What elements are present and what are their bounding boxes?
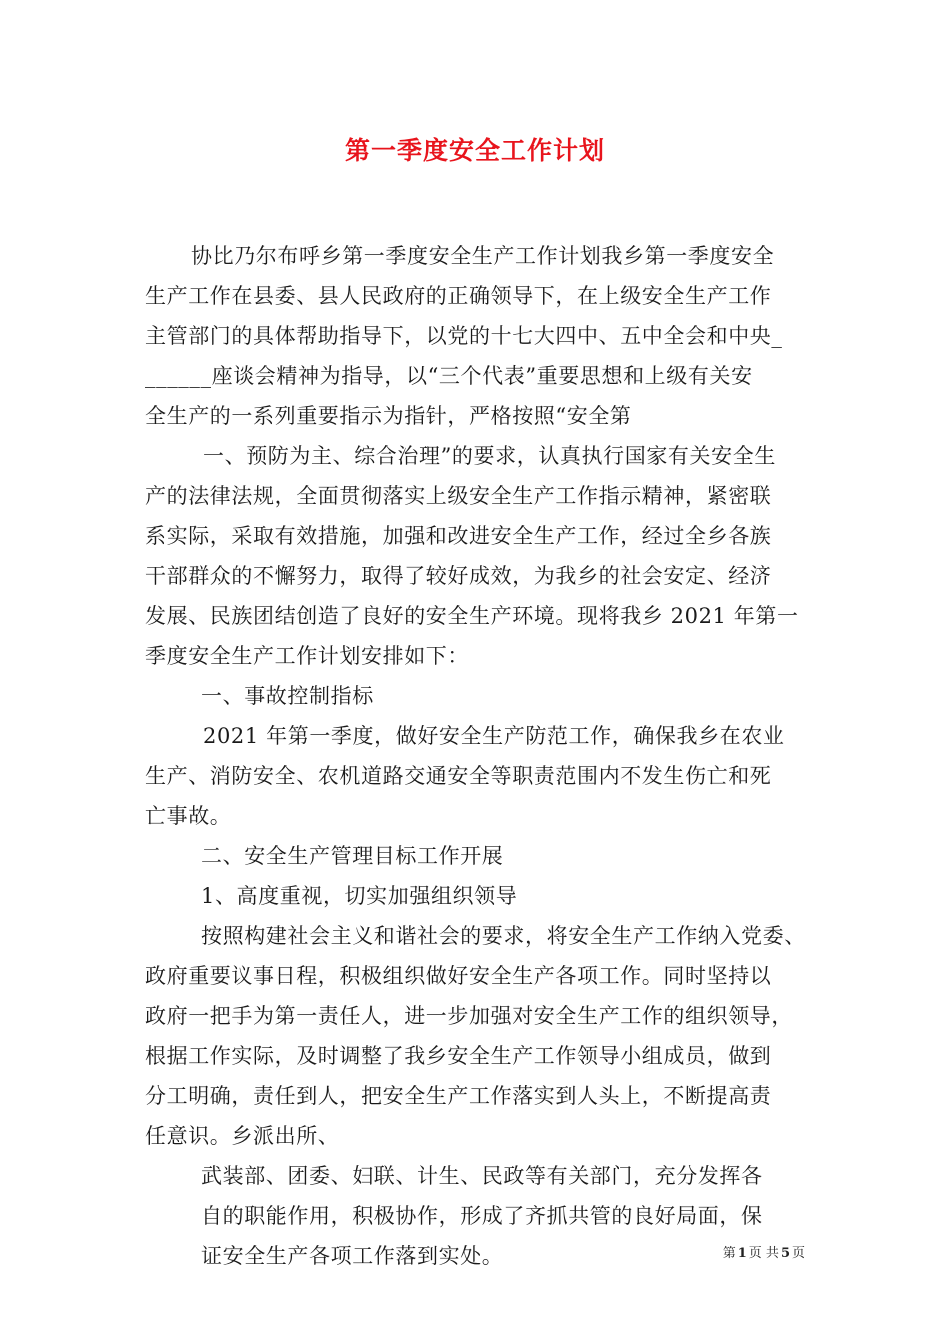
body-line: 自的职能作用，积极协作，形成了齐抓共管的良好局面，保 xyxy=(201,1204,763,1228)
body-line: 2021 年第一季度，做好安全生产防范工作，确保我乡在农业 xyxy=(203,724,785,748)
body-line: 系实际，采取有效措施，加强和改进安全生产工作，经过全乡各族 xyxy=(145,524,772,548)
page-footer xyxy=(723,1245,805,1263)
document-title: 第一季度安全工作计划 xyxy=(344,136,605,165)
total-page-count: 5 xyxy=(780,1246,790,1261)
footer-middle: 页 共 xyxy=(748,1246,779,1261)
body-line: 政府重要议事日程，积极组织做好安全生产各项工作。同时坚持以 xyxy=(145,964,772,988)
body-line: 任意识。乡派出所、 xyxy=(145,1124,340,1148)
body-line: 政府一把手为第一责任人，进一步加强对安全生产工作的组织领导， xyxy=(145,1004,793,1028)
body-line: 干部群众的不懈努力，取得了较好成效，为我乡的社会安定、经济 xyxy=(145,564,772,588)
body-line: 季度安全生产工作计划安排如下： xyxy=(145,644,469,668)
body-line: 证安全生产各项工作落到实处。 xyxy=(201,1244,504,1268)
body-line: 全生产的一系列重要指示为指针，严格按照“安全第 xyxy=(145,404,632,428)
body-line: ______座谈会精神为指导，以“三个代表”重要思想和上级有关安 xyxy=(145,364,753,388)
current-page-number: 1 xyxy=(737,1246,747,1261)
body-line: 生产、消防安全、农机道路交通安全等职责范围内不发生伤亡和死 xyxy=(145,764,772,788)
body-line: 协比乃尔布呼乡第一季度安全生产工作计划我乡第一季度安全 xyxy=(191,244,775,268)
body-line: 主管部门的具体帮助指导下，以党的十七大四中、五中全会和中央_ xyxy=(145,324,783,348)
body-line: 一、预防为主、综合治理”的要求，认真执行国家有关安全生 xyxy=(203,444,776,468)
body-line: 武装部、团委、妇联、计生、民政等有关部门，充分发挥各 xyxy=(201,1164,763,1188)
footer-prefix: 第 xyxy=(722,1246,736,1261)
body-line: 发展、民族团结创造了良好的安全生产环境。现将我乡 2021 年第一 xyxy=(145,604,799,628)
body-line: 按照构建社会主义和谐社会的要求，将安全生产工作纳入党委、 xyxy=(201,924,806,948)
section-heading: 一、事故控制指标 xyxy=(201,684,374,708)
section-heading: 二、安全生产管理目标工作开展 xyxy=(201,844,504,868)
body-line: 分工明确，责任到人，把安全生产工作落实到人头上，不断提高责 xyxy=(145,1084,772,1108)
subsection-heading: 1、高度重视，切实加强组织领导 xyxy=(201,884,518,908)
body-line: 亡事故。 xyxy=(145,804,232,828)
body-line: 根据工作实际，及时调整了我乡安全生产工作领导小组成员，做到 xyxy=(145,1044,772,1068)
body-line: 生产工作在县委、县人民政府的正确领导下，在上级安全生产工作 xyxy=(145,284,772,308)
body-line: 产的法律法规，全面贯彻落实上级安全生产工作指示精神，紧密联 xyxy=(145,484,772,508)
footer-suffix: 页 xyxy=(791,1246,805,1261)
